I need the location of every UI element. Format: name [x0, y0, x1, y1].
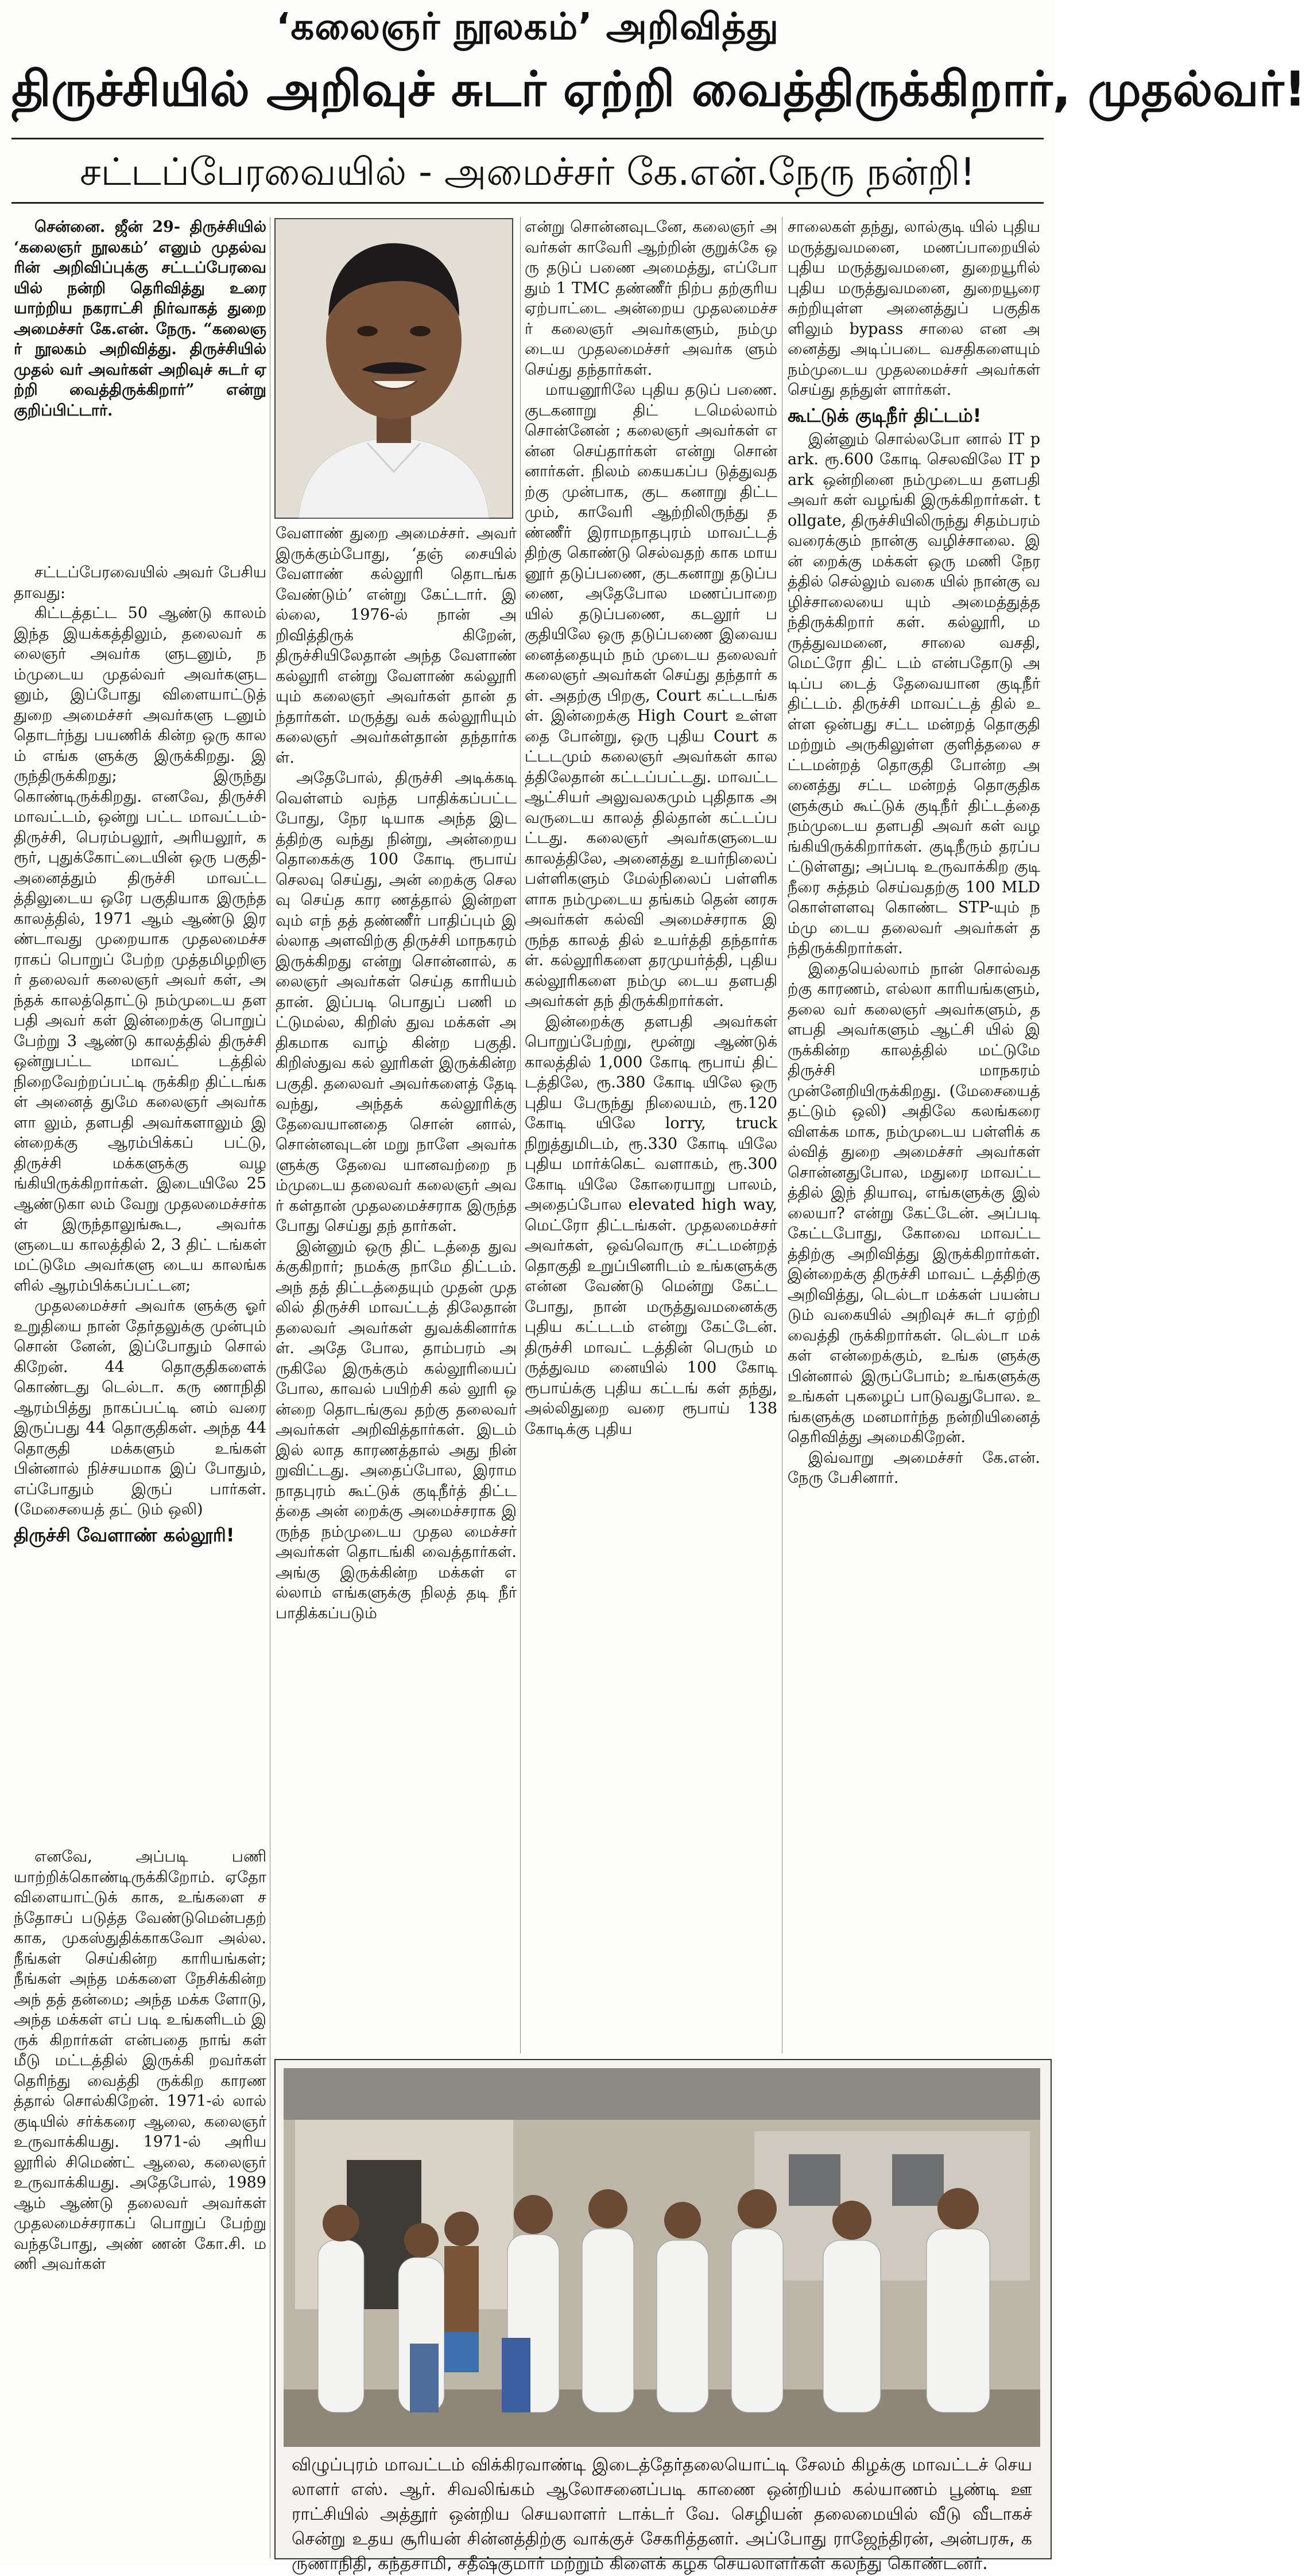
paragraph: இன்றைக்கு தளபதி அவர்கள் பொறுப்பேற்று, மூன்று ஆண்டுக் காலத்தில் 1,000 கோடி ரூபாய் திட் டத்திலே, ரூ.380 கோடி யிலே ஒரு புதிய பேருந்து நிலையம், ரூ.120 கோடி யிலே lorry, truck நிறுத்துமிடம், ரூ.330 கோடி யிலே புதிய மார்க்கெட் வளாகம், ரூ.300 கோடி யிலே கோரையாறு பாலம், அதைப்போல elevated high way, மெட்ரோ திட்டங்கள். முதலமைச்சர் அவர்கள், ஒவ்வொரு சட்டமன்றத் தொகுதி உறுப்பினரிடம் உங்களுக்கு என்ன வேண்டு மென்று கேட்டபோது, நான் மருத்துவமனைக்கு புதிய கட்டடம் என்று கேட்டேன். திருச்சி மாவட் டத்தின் பெரும் மருத்துவம னையில் 100 கோடி ரூபாய்க்கு புதிய கட்டங் கள் தந்து, அல்லிதுறை வரை ரூபாய் 138 கோடிக்கு புதிய	[525, 1012, 777, 1438]
paragraph: சட்டப்பேரவையில் அவர் பேசியதாவது:	[14, 564, 266, 602]
column-1-tail	[14, 1847, 266, 2558]
paragraph: வேளாண் துறை அமைச்சர். அவர் இருக்கும்போது, ‘தஞ் சையில் வேளாண் கல்லூரி தொடங்க வேண்டும்’ என்று கேட்டார். இல்லை, 1976-ல் நான் அறிவித்திருக் கிறேன், திருச்சியிலேதான் அந்த வேளாண் கல்லூரி என்று வேளாண் கல்லூரி யும் கலைஞர் அவர்கள் தான் தந்தார்கள். மருத்து வக் கல்லூரியும் கலைஞர் அவர்கள்தான் தந்தார்கள்.	[276, 524, 517, 767]
paragraph: இன்னும் சொல்லபோ னால் IT park. ரூ.600 கோடி செலவிலே IT park ஒன்றினை நம்முடைய தளபதி அவர் கள் வழங்கி இருக்கிறார்கள். tollgate, திருச்சியிலிருந்து சிதம்பரம் வரைக்கும் நான்கு வழிச்சாலை. இன் றைக்கு மக்கள் ஒரு மணி நேரத்தில் செல்லும் வகை யில் நான்கு வழிச்சாலையை யும் அமைத்துத்தந்திருக்கிறார் கள். கல்லூரி, மருத்துவமனை, சாலை வசதி, மெட்ரோ திட் டம் என்பதோடு அடிப்ப டைத் தேவையான குடிநீர் திட்டம். திருச்சி மாவட்டத் தில் உள்ள ஒன்பது சட்ட மன்றத் தொகுதி மற்றும் அருகிலுள்ள குளித்தலை சட்டமன்றத் தொகுதி போன்ற அனைத்து சட்ட மன்றத் தொகுதிகளுக்கும் கூட்டுக் குடிநீர் திட்டத்தை நம்முடைய தளபதி அவர் கள் வழங்கியிருக்கிறார்கள். குடிநீரும் தரப்பட்டுள்ளது; அப்படி உருவாக்கிற குடி நீரை சுத்தம் செய்வதற்கு 100 MLD கொள்ளளவு கொண்ட STP-யும் நம்மு டைய தலைவர் அவர்கள் தந்திருக்கிறார்கள்.	[788, 430, 1040, 957]
group-photo-icon	[284, 2068, 1040, 2447]
minister-portrait	[274, 218, 513, 519]
paragraph: மாயனூரிலே புதிய தடுப் பணை. குடகனாறு திட் டமெல்லாம் சொன்னேன் ; கலைஞர் அவர்கள் என்ன செய்தார்கள் என்று சொன் னார்கள். நிலம் கையகப்ப டுத்துவதற்கு முன்பாக, குட கனாறு திட்டமும், காவேரி ஆற்றிலிருந்து தண்ணீர் இராமநாதபுரம் மாவட்டத் திற்கு கொண்டு செல்வதற் காக மாயனூர் தடுப்பணை, குடகனாறு தடுப்பணை, அதேபோல மணப்பாறை யில் தடுப்பணை, கடலூர் பகுதியிலே ஒரு தடுப்பணை இவையனைத்தையும் நம் முடைய தலைவர் கலைஞர் அவர்கள் செய்து தந்தார் கள். அதற்கு பிறகு, Court கட்டடங்கள். இன்றைக்கு High Court உள்ளதை போன்று, ஒரு புதிய Court கட்டடமும் கலைஞர் அவர்கள் காலத்திலேதான் கட்டப்பட்டது. மாவட்ட ஆட்சியர் அலுவலகமும் புதிதாக அவருடைய காலத் தில்தான் கட்டப்பட்டது. கலைஞர் அவர்களுடைய காலத்திலே, அனைத்து உயர்நிலைப் பள்ளிகளும் மேல்நிலைப் பள்ளிகளாக நம்முடைய தங்கம் தென் னரசு அவர்கள் கல்வி அமைச்சராக இருந்த காலத் தில் உயர்த்தி தந்தார்கள். கல்லூரிகளை தரமுயர்த்தி, புதிய கல்லூரிகளை நம்மு டைய தளபதி அவர்கள் தந் திருக்கிறார்கள்.	[525, 381, 777, 1010]
section-heading: திருச்சி வேளாண் கல்லூரி!	[14, 1524, 235, 1546]
headline: திருச்சியில் அறிவுச் சுடர் ஏற்றி வைத்திருக்கிறார், முதல்வர்!	[11, 61, 1306, 117]
paragraph: என்று சொன்னவுடனே, கலைஞர் அவர்கள் காவேரி ஆற்றின் குறுக்கே ஒரு தடுப் பணை அமைத்து, எப்போ தும் 1 TMC தண்ணீர் நிற்ப தற்குரிய ஏற்பாட்டை அன்றைய முதலமைச்சர் கலைஞர் அவர்களும், நம்மு டைய முதலமைச்சர் அவர்க ளும் செய்து தந்தார்கள்.	[525, 218, 777, 379]
person-photo-icon	[276, 219, 512, 518]
column-3	[525, 217, 777, 2056]
paragraph: சாலைகள் தந்து, லால்குடி யில் புதிய மருத்துவமனை, மணப்பாறையில் புதிய மருத்துவமனை, துறையூரில் புதிய மருத்துவமனை, துறையூரை சுற்றியுள்ள அனைத்துப் பகுதிகளிலும் bypass சாலை என அனைத்து அடிப்படை வசதிகளையும் நம்முடைய முதலமைச்சர் அவர்கள் செய்து தந்துள் ளார்கள்.	[788, 218, 1040, 399]
headline-rule	[11, 138, 1044, 139]
paragraph: கிட்டத்தட்ட 50 ஆண்டு காலம் இந்த இயக்கத்திலும், தலைவர் கலைஞர் அவர்க ளுடனும், நம்முடைய முதல்வர் அவர்களுடனும், இப்போது விளையாட்டுத் துறை அமைச்சர் அவர்களு டனும் தொடர்ந்து பயணிக் கின்ற ஒரு காலம் எங்க ளுக்கு இருக்கிறது. இருந்திருக்கிறது; இருந்து கொண்டிருக்கிறது. எனவே, திருச்சி மாவட்டம், ஒன்று பட்ட மாவட்டம்-திருச்சி, பெரம்பலூர், அரியலூர், கரூர், புதுக்கோட்டையின் ஒரு பகுதி- அனைத்தும் திருச்சி மாவட்டத்திலுடைய ஒரே பகுதியாக இருந்த காலத்தில், 1971 ஆம் ஆண்டு இரண்டாவது முறையாக முதலமைச்சராகப் பொறுப் பேற்ற முத்தமிழறிஞர் தலைவர் கலைஞர் அவர் கள், அந்தக் காலத்தொட்டு நம்முடைய தளபதி அவர் கள் இன்றைக்கு பொறுப் பேற்று 3 ஆண்டு காலத்தில் திருச்சி ஒன்றுபட்ட மாவட் டத்தில் நிறைவேற்றப்பட்டி ருக்கிற திட்டங்கள் அனைத் துமே கலைஞர் அவர்களா லும், தளபதி அவர்களாலும் இன்றைக்கு ஆரம்பிக்கப் பட்டு, திருச்சி மக்களுக்கு வழங்கியிருக்கிறார்கள். இடையிலே 25 ஆண்டுகா லம் வேறு முதலமைச்சர்கள் இருந்தாலுங்கூட, அவர்க ளுடைய காலத்தில் 2, 3 திட் டங்கள் மட்டுமே அவர்களு டைய காலங்களில் ஆரம்பிக்கப்பட்டன;	[14, 604, 266, 1295]
paragraph: எனவே, அப்படி பணி யாற்றிக்கொண்டிருக்கிறோம். ஏதோ விளையாட்டுக் காக, உங்களை சந்தோசப் படுத்த வேண்டுமென்பதற் காக, முகஸ்துதிக்காகவோ அல்ல. நீங்கள் செய்கின்ற காரியங்கள்; நீங்கள் அந்த மக்களை நேசிக்கின்ற அந் தத் தன்மை; அந்த மக்க ளோடு, அந்த மக்கள் எப் படி உங்களிடம் இருக் கிறார்கள் என்பதை நாங் கள் மீடு மட்டத்தில் இருக்கி றவர்கள் தெரிந்து வைத்தி ருக்கிற காரணத்தால் சொல்கிறேன். 1971-ல் லால் குடியில் சர்க்கரை ஆலை, கலைஞர் உருவாக்கியது. 1971-ல் அரியலூரில் சிமெண்ட் ஆலை, கலைஞர் உருவாக்கியது. அதேபோல், 1989 ஆம் ஆண்டு தலைவர் அவர்கள் முதலமைச்சராகப் பொறுப் பேற்று வந்தபோது, அண் ணன் கோ.சி. மணி அவர்கள்	[14, 1848, 266, 2273]
photo-caption: விழுப்புரம் மாவட்டம் விக்கிரவாண்டி இடைத்தேர்தலையொட்டி சேலம் கிழக்கு மாவட்டச் செயலாளர் எஸ். ஆர். சிவலிங்கம் ஆலோசனைப்படி காணை ஒன்றியம் கல்யாணம் பூண்டி ஊராட்சியில் அத்தூர் ஒன்றிய செயலாளர் டாக்டர் வே. செழியன் தலைமையில் வீடு வீடாகச் சென்று உதய சூரியன் சின்னத்திற்கு வாக்குச் சேகரித்தனர். அப்போது ராஜேந்திரன், அன்பரசு, கருணாநிதி, கந்தசாமி, சதீஷ்குமார் மற்றும் கிளைக் கழக செயலாளர்கள் கலந்து கொண்டனர்.	[292, 2455, 1032, 2574]
column-1-lead	[14, 217, 266, 561]
column-4	[788, 217, 1040, 2056]
campaign-photo-box	[274, 2059, 1052, 2574]
subhead-rule	[11, 202, 1044, 204]
paragraph: இவ்வாறு அமைச்சர் கே.என்.நேரு பேசினார்.	[788, 1448, 1040, 1487]
paragraph: முதலமைச்சர் அவர்க ளுக்கு ஓர் உறுதியை நான் தேர்தலுக்கு முன்பும் சொன் னேன், இப்போதும் சொல் கிறேன். 44 தொகுதிகளைக் கொண்டது டெல்டா. கரு ணாநிதி ஆரம்பித்து நாகப்பட்டி னம் வரை இருப்பது 44 தொகுதிகள். அந்த 44 தொகுதி மக்களும் உங்கள் பின்னால் நிச்சயமாக இப் போதும், எப்போதும் இருப் பார்கள். (மேசையைத் தட் டும் ஒலி)	[14, 1297, 266, 1518]
campaign-photo	[284, 2068, 1040, 2447]
kicker: ‘கலைஞர் நூலகம்’ அறிவித்து	[276, 6, 779, 48]
lead-paragraph: சென்னை. ஜீன் 29- திருச்சியில் ‘கலைஞர் நூலகம்’ எனும் முதல்வரின் அறிவிப்புக்கு சட்டப்பேரவை யில் நன்றி தெரிவித்து உரை யாற்றிய நகராட்சி நிர்வாகத் துறை அமைச்சர் கே.என். நேரு. “கலைஞர் நூலகம் அறிவித்து. திருச்சியில் முதல் வர் அவர்கள் அறிவுச் சுடர் ஏற்றி வைத்திருக்கிறார்” என்று குறிப்பிட்டார்.	[14, 218, 266, 419]
paragraph: இதையெல்லாம் நான் சொல்வதற்கு காரணம், எல்லா காரியங்களும், தலை வர் கலைஞர் அவர்களும், தளபதி அவர்களும் ஆட்சி யில் இருக்கின்ற காலத்தில் மட்டுமே திருச்சி மாநகரம் முன்னேறியிருக்கிறது. (மேசையைத் தட்டும் ஒலி) அதிலே கலங்கரை விளக்க மாக, நம்முடைய பள்ளிக் கல்வித் துறை அமைச்சர் அவர்கள் சொன்னதுபோல, மதுரை மாவட்டத்தில் இந் தியாவு, எங்களுக்கு இல் லையா? என்று கேட்டேன். அப்படி கேட்டபோது, கோவை மாவட்டத்திற்கு அறிவித்து இருக்கிறார்கள். இன்றைக்கு திருச்சி மாவட் டத்திற்கு அறிவித்து, டெல்டா மக்கள் பயன்படும் வகையில் அறிவுச் சுடர் ஏற்றி வைத்தி ருக்கிறார்கள். டெல்டா மக் கள் என்றைக்கும், உங்க ளுக்கு பின்னால் இருப்போம்; உங்களுக்கு உங்கள் புகழைப் பாடுவதுபோல. உங்களுக்கு மனமார்ந்த நன்றியினைத் தெரிவித்து அமைகிறேன்.	[788, 959, 1040, 1446]
section-heading: கூட்டுக் குடிநீர் திட்டம்!	[788, 404, 982, 426]
column-2	[276, 523, 517, 2056]
paragraph: இன்னும் ஒரு திட் டத்தை துவக்குகிறார்; நமக்கு நாமே திட்டம். அந் தத் திட்டத்தையும் முதன் முதலில் திருச்சி மாவட்டத் திலேதான் தலைவர் அவர்கள் துவக்கினார்கள். அதே போல, தாம்பரம் அருகிலே இருக்கும் கல்லூரியைப் போல, காவல் பயிற்சி கல் லூரி ஒன்றை தொடங்குவ தற்கு தலைவர் அவர்கள் அறிவித்தார்கள். இடம் இல் லாத காரணத்தால் அது நின் றுவிட்டது. அதைப்போல, இராமநாதபுரம் கூட்டுக் குடிநீர்த் திட்டத்தை அன் றைக்கு அமைச்சராக இருந்த நம்முடைய முதல மைச்சர் அவர்கள் தொடங்கி வைத்தார்கள். அங்கு இருக்கின்ற மக்கள் எல்லாம் எங்களுக்கு நிலத் தடி நீர் பாதிக்கப்படும்	[276, 1237, 517, 1622]
column-divider	[520, 217, 521, 2053]
paragraph: அதேபோல், திருச்சி அடிக்கடி வெள்ளம் வந்த பாதிக்கப்பட்டபோது, நேர டியாக அந்த இடத்திற்கு வந்து நின்று, அன்றைய தொகைக்கு 100 கோடி ரூபாய் செலவு செய்து, அன் றைக்கு செலவு செய்த கார ணத்தால் இன்றளவும் எந் தத் தண்ணீர் பாதிப்பும் இல்லாத அளவிற்கு திருச்சி மாநகரம் இருக்கிறது என்று சொன்னால், கலைஞர் அவர்கள் செய்த காரியம் தான். இப்படி பொதுப் பணி மட்டுமல்ல, கிறிஸ் துவ மக்கள் அதிகமாக வாழ் கின்ற பகுதி. கிறிஸ்துவ கல் லூரிகள் இருக்கின்ற பகுதி. தலைவர் அவர்களைத் தேடி வந்து, அந்தக் கல்லூரிக்கு தேவையானதை சொன் னால், சொன்னவுடன் மறு நாளே அவர்களுக்கு தேவை யானவற்றை நம்முடைய தலைவர் கலைஞர் அவர் கள்தான் முதலமைச்சராக இருந்தபோது செய்து தந் தார்கள்.	[276, 769, 517, 1235]
subhead: சட்டப்பேரவையில் - அமைச்சர் கே.என்.நேரு நன்றி!	[80, 150, 975, 194]
column-1	[14, 562, 266, 1836]
